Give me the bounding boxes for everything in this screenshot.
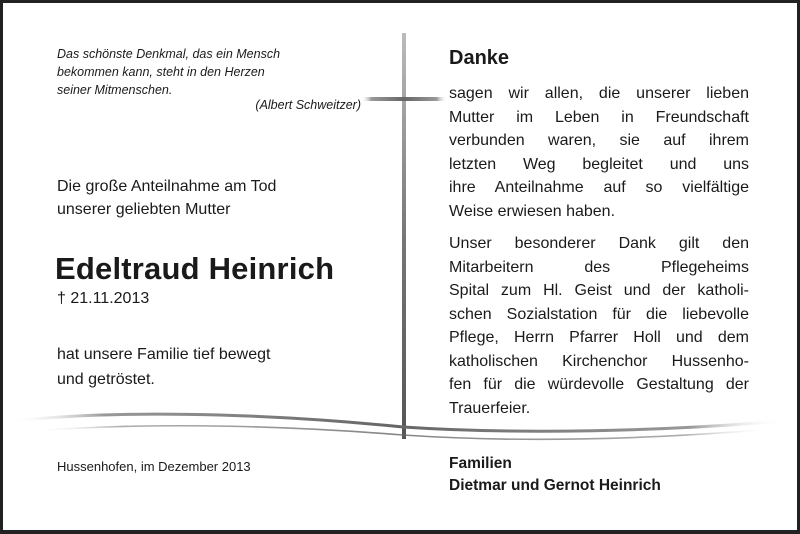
quote-line: bekommen kann, steht in den Herzen <box>57 65 265 79</box>
thanks-title: Danke <box>449 47 510 69</box>
paragraph-line: Mitarbeitern des Pflegeheims <box>449 258 749 276</box>
intro-line: unserer geliebten Mutter <box>57 201 231 218</box>
closing-line: hat unsere Familie tief bewegt <box>57 346 271 363</box>
signature-line: Dietmar und Gernot Heinrich <box>449 477 661 494</box>
special-thanks-paragraph <box>449 232 749 420</box>
paragraph-line: Trauerfeier. <box>449 399 531 417</box>
paragraph-line: sagen wir allen, die unserer lieben <box>449 85 749 102</box>
intro-line: Die große Anteilnahme am Tod <box>57 178 277 195</box>
paragraph-line: verbunden waren, sie auf ihrem <box>449 132 749 149</box>
closing-line: und getröstet. <box>57 371 155 388</box>
thanks-paragraph <box>449 82 749 223</box>
paragraph-line: ihre Anteilnahme auf so vielfältige <box>449 179 749 196</box>
paragraph-line: fen für die würdevolle Gestaltung der <box>449 376 749 393</box>
paragraph-line: katholischen Kirchenchor Hussenho- <box>449 352 749 370</box>
closing-text <box>57 342 270 392</box>
quote-line: seiner Mitmenschen. <box>57 83 173 97</box>
paragraph-line: Unser besonderer Dank gilt den <box>449 235 749 252</box>
cross-vertical-beam <box>402 33 406 439</box>
place-and-date: Hussenhofen, im Dezember 2013 <box>57 459 251 474</box>
memorial-quote <box>57 45 357 99</box>
paragraph-line: Pflege, Herrn Pfarrer Holl und dem <box>449 329 749 346</box>
deceased-name: Edeltraud Heinrich <box>55 251 335 286</box>
cross-horizontal-beam <box>361 97 447 101</box>
paragraph-line: Weise erwiesen haben. <box>449 202 616 220</box>
signature-line: Familien <box>449 455 512 472</box>
quote-line: Das schönste Denkmal, das ein Mensch <box>57 47 281 61</box>
intro-text <box>57 175 276 221</box>
family-signature <box>449 453 661 497</box>
death-date: † 21.11.2013 <box>57 290 150 307</box>
paragraph-line: schen Sozialstation für die liebevolle <box>449 305 749 323</box>
quote-author: (Albert Schweitzer) <box>255 98 361 112</box>
paragraph-line: Spital zum Hl. Geist und der katholi- <box>449 282 749 299</box>
paragraph-line: Mutter im Leben in Freundschaft <box>449 108 749 126</box>
paragraph-line: letzten Weg begleitet und uns <box>449 155 749 173</box>
